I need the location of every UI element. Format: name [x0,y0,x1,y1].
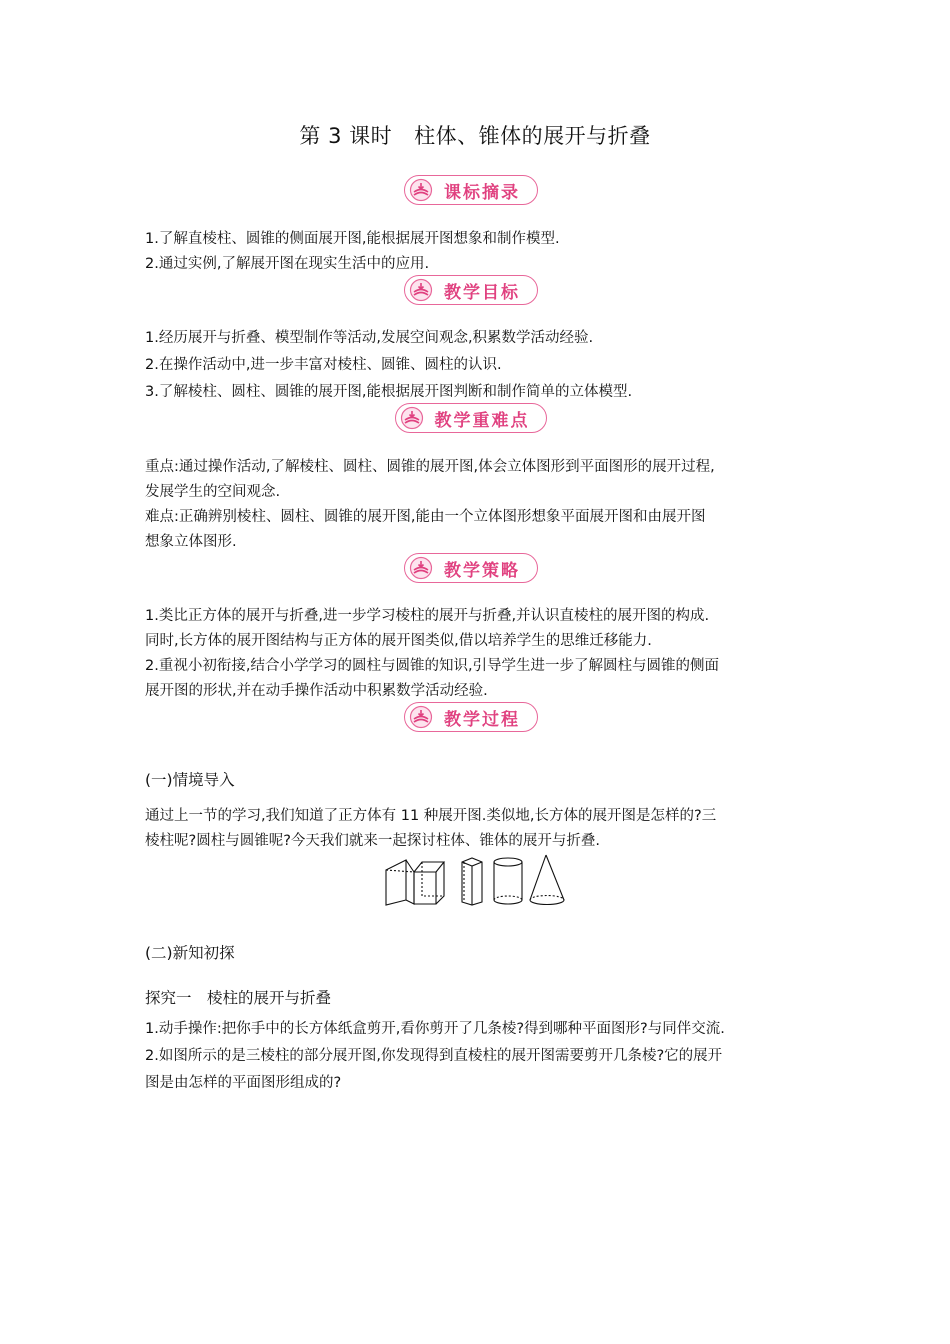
section-banner-key-points [395,403,547,433]
intro-heading: (一)情境导入 [145,771,235,789]
solids-figure-icon [384,852,568,908]
explore-heading: (二)新知初探 [145,944,235,962]
book-icon [400,406,424,430]
lesson-number: 第 3 课时 [299,124,393,148]
explore-one-heading: 探究一 棱柱的展开与折叠 [145,989,332,1007]
goals-line: 2.在操作活动中,进一步丰富对棱柱、圆锥、圆柱的认识. [145,357,502,373]
section-label: 教学目标 [444,282,520,303]
section-label: 教学过程 [444,709,520,730]
strategy-line: 同时,长方体的展开图结构与正方体的展开图类似,借以培养学生的思维迁移能力. [145,633,652,649]
strategy-line: 展开图的形状,并在动手操作活动中积累数学活动经验. [145,683,488,699]
section-label: 教学重难点 [434,410,530,431]
intro-line: 棱柱呢?圆柱与圆锥呢?今天我们就来一起探讨柱体、锥体的展开与折叠. [145,833,600,849]
section-banner-process [404,702,538,732]
standards-line: 1.了解直棱柱、圆锥的侧面展开图,能根据展开图想象和制作模型. [145,231,560,247]
goals-line: 3.了解棱柱、圆柱、圆锥的展开图,能根据展开图判断和制作简单的立体模型. [145,384,633,400]
explore-line: 2.如图所示的是三棱柱的部分展开图,你发现得到直棱柱的展开图需要剪开几条棱?它的展开 [145,1048,723,1064]
key-points-line: 难点:正确辨别棱柱、圆柱、圆锥的展开图,能由一个立体图形想象平面展开图和由展开图 [145,509,706,525]
book-icon [409,178,433,202]
section-label: 教学策略 [444,560,520,581]
key-points-line: 重点:通过操作活动,了解棱柱、圆柱、圆锥的展开图,体会立体图形到平面图形的展开过程, [145,459,715,475]
section-banner-standards [404,175,538,205]
strategy-line: 2.重视小初衔接,结合小学学习的圆柱与圆锥的知识,引导学生进一步了解圆柱与圆锥的侧面 [145,658,720,674]
strategy-line: 1.类比正方体的展开与折叠,进一步学习棱柱的展开与折叠,并认识直棱柱的展开图的构成. [145,608,710,624]
goals-line: 1.经历展开与折叠、模型制作等活动,发展空间观念,积累数学活动经验. [145,330,594,346]
key-points-line: 发展学生的空间观念. [145,484,281,500]
prism-front [386,860,406,905]
book-icon [409,556,433,580]
standards-line: 2.通过实例,了解展开图在现实生活中的应用. [145,256,430,272]
intro-line: 通过上一节的学习,我们知道了正方体有 11 种展开图.类似地,长方体的展开图是怎样的?三 [145,808,717,824]
section-banner-strategy [404,553,538,583]
key-points-line: 想象立体图形. [145,534,237,550]
book-icon [409,705,433,729]
section-label: 课标摘录 [444,182,520,203]
lesson-topic: 柱体、锥体的展开与折叠 [414,124,651,148]
page-title [0,120,950,150]
book-icon [409,278,433,302]
explore-line: 图是由怎样的平面图形组成的? [145,1075,342,1091]
section-banner-goals [404,275,538,305]
explore-line: 1.动手操作:把你手中的长方体纸盒剪开,看你剪开了几条棱?得到哪种平面图形?与同伴交流. [145,1021,725,1037]
